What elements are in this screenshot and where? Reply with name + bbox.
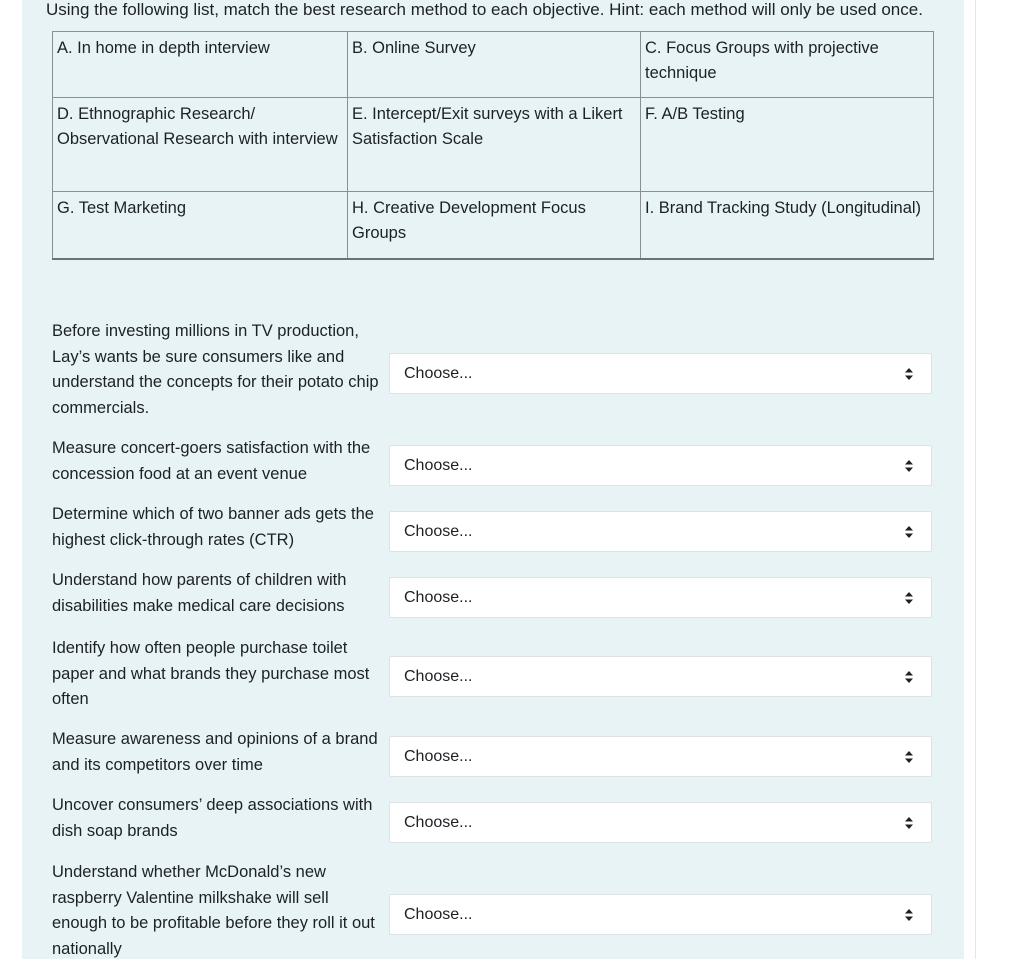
methods-table — [52, 31, 934, 260]
select-value: Choose... — [404, 906, 473, 923]
updown-icon — [904, 908, 914, 922]
objective-text-7: Uncover consumers’ deep associations with dish soap brands — [52, 796, 373, 840]
method-cell-i: I. Brand Tracking Study (Longitudinal) — [640, 192, 933, 260]
right-divider — [975, 0, 976, 959]
method-select-5[interactable] — [389, 656, 932, 697]
select-value: Choose... — [404, 814, 473, 831]
method-select-7[interactable] — [389, 802, 932, 843]
objective-text-8: Understand whether McDonald’s new raspberry Valentine milkshake will sell enough to be profitable before they roll it out nationally — [52, 863, 375, 958]
select-value: Choose... — [404, 589, 473, 606]
select-value: Choose... — [404, 457, 473, 474]
table-row — [53, 98, 934, 192]
updown-icon — [904, 367, 914, 381]
objective-text-5: Identify how often people purchase toilet paper and what brands they purchase most often — [52, 639, 370, 708]
updown-icon — [904, 816, 914, 830]
updown-icon — [904, 591, 914, 605]
instruction-text: Using the following list, match the best research method to each objective. Hint: each method will only be used once. — [46, 0, 923, 19]
objective-text-6: Measure awareness and opinions of a brand and its competitors over time — [52, 730, 378, 774]
method-select-1[interactable] — [389, 353, 932, 394]
method-cell-e: E. Intercept/Exit surveys with a Likert Satisfaction Scale — [348, 98, 641, 192]
method-cell-f: F. A/B Testing — [640, 98, 933, 192]
select-value: Choose... — [404, 523, 473, 540]
method-cell-d: D. Ethnographic Research/ Observational Research with interview — [53, 98, 348, 192]
objective-text-4: Understand how parents of children with disabilities make medical care decisions — [52, 571, 347, 615]
select-value: Choose... — [404, 365, 473, 382]
objective-text-3: Determine which of two banner ads gets the highest click-through rates (CTR) — [52, 505, 374, 549]
objective-text-1: Before investing millions in TV production, Lay’s wants be sure consumers like and understand the concepts for their potato chip commercials. — [52, 322, 379, 417]
select-value: Choose... — [404, 748, 473, 765]
table-row — [53, 192, 934, 260]
updown-icon — [904, 750, 914, 764]
method-cell-h: H. Creative Development Focus Groups — [348, 192, 641, 260]
method-select-8[interactable] — [389, 894, 932, 935]
objective-text-2: Measure concert-goers satisfaction with the concession food at an event venue — [52, 439, 371, 483]
method-cell-g: G. Test Marketing — [53, 192, 348, 260]
method-cell-c: C. Focus Groups with projective technique — [640, 32, 933, 98]
method-cell-b: B. Online Survey — [348, 32, 641, 98]
updown-icon — [904, 670, 914, 684]
method-select-3[interactable] — [389, 511, 932, 552]
table-row — [53, 32, 934, 98]
method-select-4[interactable] — [389, 577, 932, 618]
updown-icon — [904, 525, 914, 539]
method-cell-a: A. In home in depth interview — [53, 32, 348, 98]
updown-icon — [904, 459, 914, 473]
method-select-2[interactable] — [389, 445, 932, 486]
select-value: Choose... — [404, 668, 473, 685]
method-select-6[interactable] — [389, 736, 932, 777]
